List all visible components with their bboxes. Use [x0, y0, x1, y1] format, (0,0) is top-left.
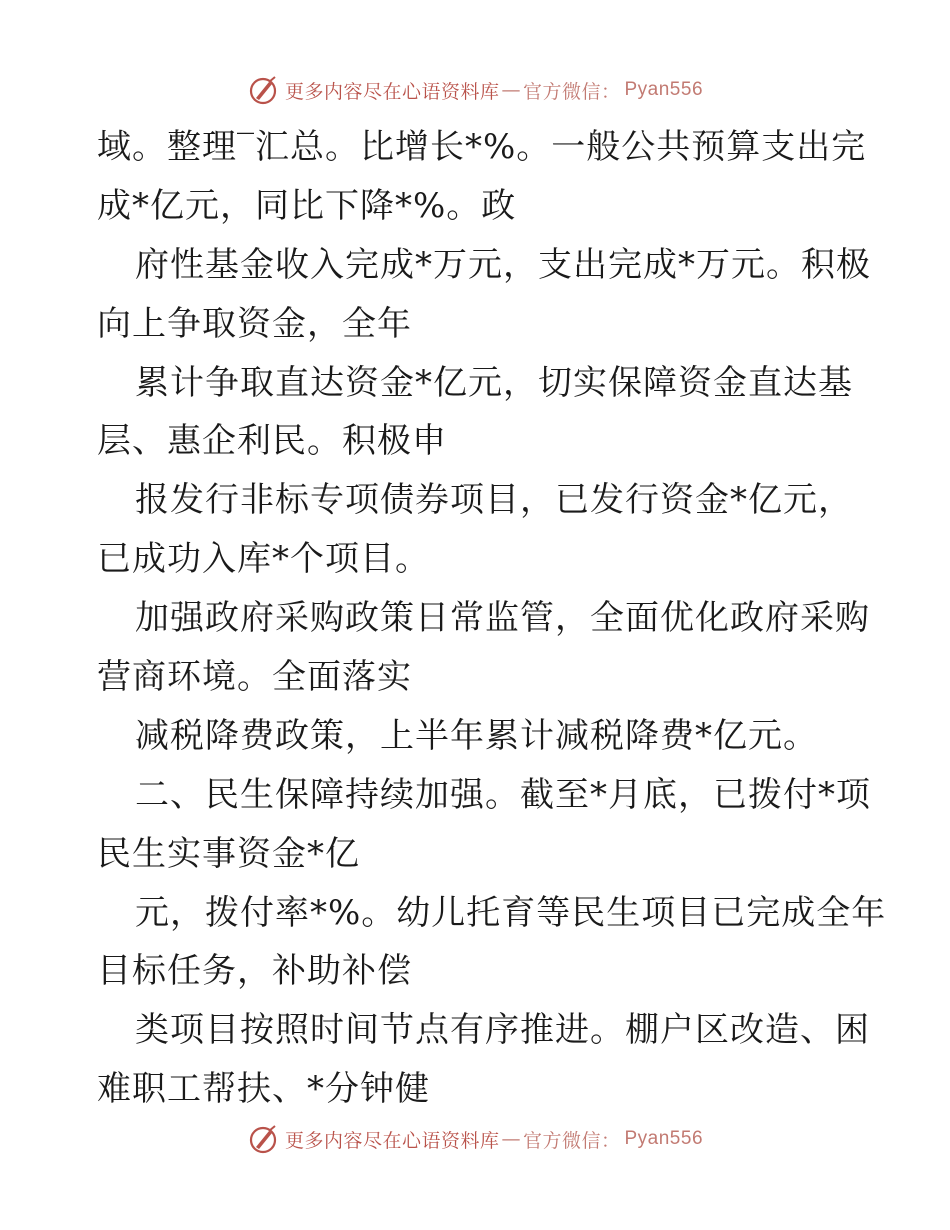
text-line: 减税降费政策，上半年累计减税降费*亿元。	[135, 715, 818, 756]
watermark-main-text: 更多内容尽在心语资料库	[284, 80, 500, 103]
text-line: 累计争取直达资金*亿元，切实保障资金直达基	[135, 362, 853, 403]
text-line: 已成功入库*个项目。	[97, 539, 430, 580]
quill-logo-icon	[247, 74, 279, 106]
text-line: 元，拨付率*%。幼儿托育等民生项目已完成全年	[135, 892, 887, 933]
text-line: 府性基金收入完成*万元，支出完成*万元。积极	[135, 244, 871, 285]
footer-watermark	[0, 1119, 950, 1159]
watermark-wechat-id: Pyan556	[624, 79, 704, 100]
text-line: 层、惠企利民。积极申	[97, 421, 447, 462]
watermark-wechat-id: Pyan556	[624, 1128, 704, 1149]
watermark-wechat-label: 官方微信：	[522, 1129, 621, 1152]
watermark-separator: —	[501, 1128, 521, 1150]
watermark-wechat-label: 官方微信：	[522, 80, 621, 103]
header-watermark	[0, 70, 950, 110]
document-body	[97, 118, 887, 1119]
quill-logo-icon	[247, 1123, 279, 1155]
text-line: 目标任务，补助补偿	[97, 951, 412, 992]
text-line: 成*亿元，同比下降*%。政	[97, 185, 517, 226]
text-line: 民生实事资金*亿	[97, 833, 360, 874]
watermark-separator: —	[501, 79, 521, 101]
text-line: 类项目按照时间节点有序推进。棚户区改造、困	[135, 1010, 870, 1051]
text-line: 营商环境。全面落实	[97, 657, 412, 698]
text-line: 二、民生保障持续加强。截至*月底，已拨付*项	[135, 774, 871, 815]
text-line: 难职工帮扶、*分钟健	[97, 1069, 430, 1110]
text-line: 加强政府采购政策日常监管，全面优化政府采购	[135, 598, 870, 639]
watermark-main-text: 更多内容尽在心语资料库	[284, 1129, 500, 1152]
text-line: 向上争取资金，全年	[97, 303, 412, 344]
text-line: 域。整理‾汇总。比增长*%。一般公共预算支出完	[97, 127, 867, 167]
text-line: 报发行非标专项债券项目，已发行资金*亿元，	[135, 480, 853, 521]
